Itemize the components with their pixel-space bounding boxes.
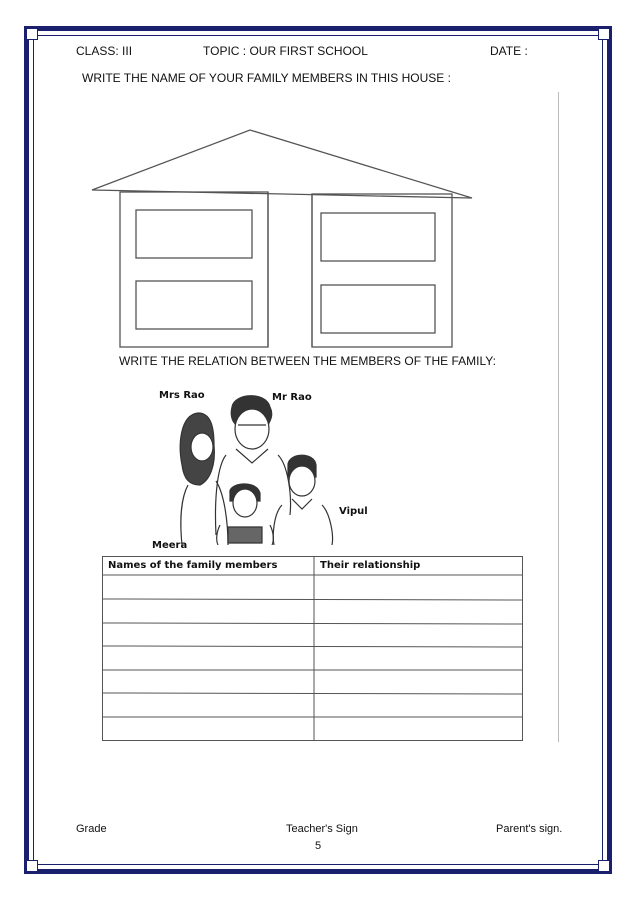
topic-label: TOPIC : OUR FIRST SCHOOL (203, 44, 368, 58)
border-corner (26, 860, 38, 872)
label-mr-rao: Mr Rao (272, 392, 312, 403)
relation-instruction: WRITE THE RELATION BETWEEN THE MEMBERS OF THE FAMILY: (119, 354, 496, 368)
teacher-sign-label: Teacher's Sign (286, 823, 358, 835)
relation-table (102, 556, 524, 742)
page-number: 5 (315, 840, 322, 852)
scan-edge (558, 92, 559, 742)
class-label: CLASS: III (76, 44, 133, 58)
table-grid (102, 556, 524, 742)
table-header-names: Names of the family members (108, 560, 278, 571)
border-corner (26, 28, 38, 40)
house-instruction: WRITE THE NAME OF YOUR FAMILY MEMBERS IN THIS HOUSE : (82, 71, 451, 85)
parent-sign-label: Parent's sign. (496, 823, 563, 835)
border-corner (598, 860, 610, 872)
grade-label: Grade (76, 823, 107, 835)
border-corner (598, 28, 610, 40)
label-vipul: Vipul (339, 506, 368, 517)
table-header-relationship: Their relationship (320, 560, 421, 571)
date-label: DATE : (490, 44, 528, 58)
family-illustration (170, 385, 370, 545)
label-mrs-rao: Mrs Rao (159, 390, 205, 401)
label-meera: Meera (152, 540, 188, 551)
